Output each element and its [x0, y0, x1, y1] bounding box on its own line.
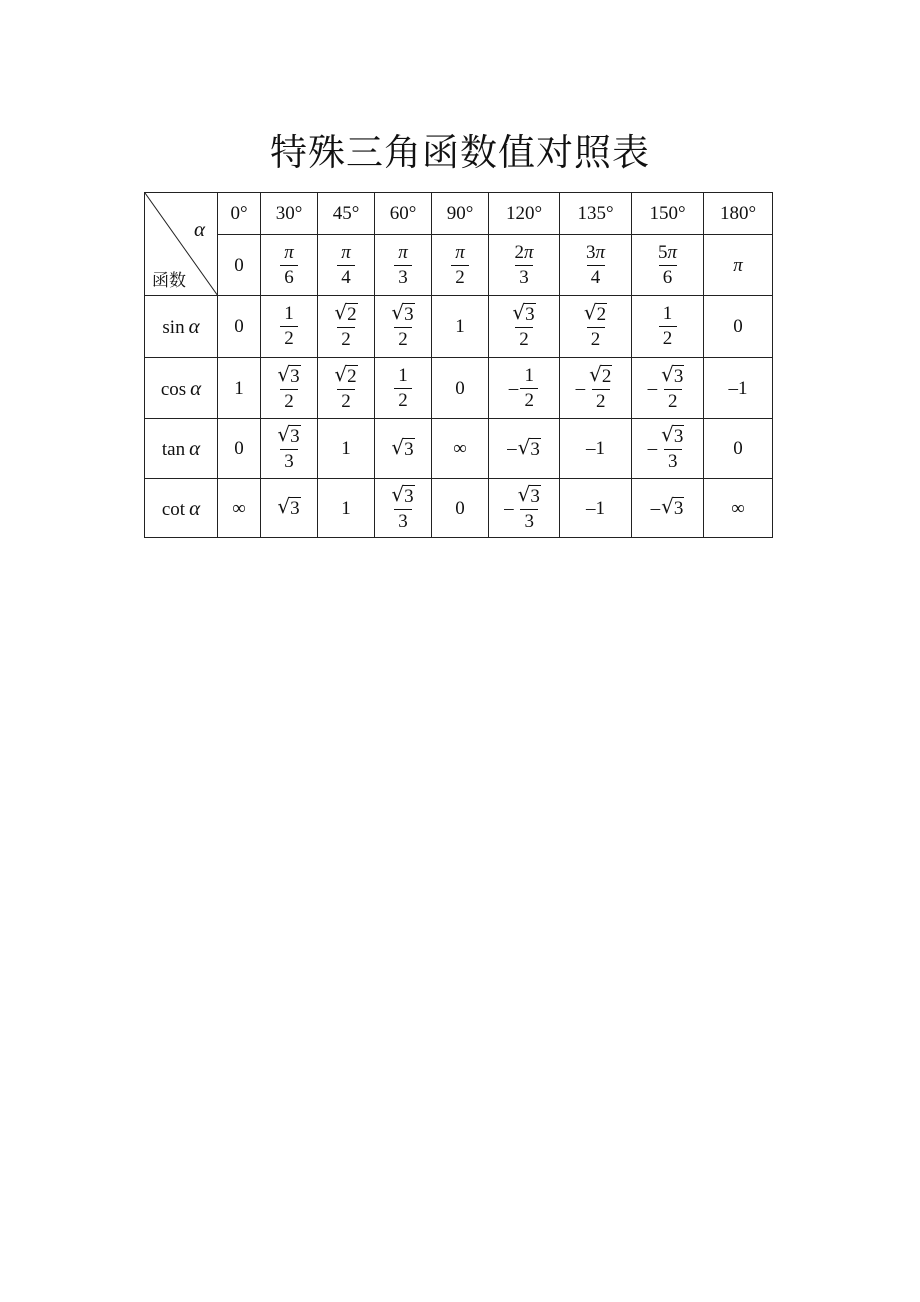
square-root: [661, 422, 684, 448]
page-title: 特殊三角函数值对照表: [270, 131, 650, 174]
value-text: 1: [234, 377, 244, 399]
trig-value-table: [144, 192, 773, 538]
fraction: [389, 481, 416, 532]
math-expression: [341, 499, 351, 518]
math-expression: [655, 243, 680, 288]
value-cell: [560, 358, 632, 419]
fraction: [512, 243, 535, 288]
radian-header-cell: [560, 235, 632, 296]
fraction: [587, 361, 614, 412]
math-expression: [393, 366, 413, 411]
radical-sign: √: [391, 434, 405, 459]
radical-sign: √: [334, 361, 348, 386]
fraction: [582, 300, 609, 350]
denominator: 3: [394, 509, 412, 532]
math-expression: [583, 243, 608, 288]
numerator: [332, 361, 359, 389]
fraction: [510, 300, 537, 350]
value-cell: [489, 479, 560, 538]
radical-sign: √: [661, 361, 674, 386]
numerator: [582, 300, 609, 327]
value-cell: [632, 358, 704, 419]
numerator: 1: [662, 303, 673, 325]
degree-header-cell: 135°: [560, 193, 632, 235]
value-cell: [489, 358, 560, 419]
value-cell: [560, 419, 632, 479]
function-name-cell: [145, 479, 218, 538]
value-cell: [432, 296, 489, 358]
radical-sign: √: [277, 494, 291, 519]
radicand: 3: [404, 485, 414, 507]
math-expression: [650, 494, 685, 520]
math-expression: [575, 361, 616, 412]
fraction: [659, 304, 677, 349]
denominator: 6: [659, 265, 677, 288]
value-cell: [704, 479, 773, 538]
radicand: 3: [673, 365, 684, 387]
numerator-part: π: [667, 241, 678, 263]
math-expression: [234, 439, 244, 458]
denominator: 2: [337, 327, 355, 350]
denominator: 2: [592, 389, 610, 412]
radical-sign: √: [583, 300, 597, 325]
radian-header-cell: [218, 235, 261, 296]
value-cell: [218, 419, 261, 479]
square-root: [589, 361, 612, 387]
value-cell: [218, 479, 261, 538]
value-cell: [704, 296, 773, 358]
value-text: 0: [455, 377, 465, 399]
numerator: 1: [284, 303, 294, 325]
value-text: 0: [234, 254, 244, 276]
function-name: cos: [160, 378, 187, 400]
function-row-tan: [145, 419, 773, 479]
square-root: [512, 300, 535, 326]
square-root: [277, 494, 300, 520]
value-cell: [318, 358, 375, 419]
denominator: 6: [280, 265, 298, 288]
fraction: [337, 243, 355, 288]
radical-sign: √: [512, 300, 526, 325]
function-variable: α: [190, 375, 202, 400]
radicand: 2: [596, 304, 607, 326]
math-expression: [733, 317, 743, 336]
value-text: 1: [455, 316, 465, 337]
value-text: π: [733, 254, 743, 276]
radicand: 2: [347, 304, 357, 326]
function-name-cell: [145, 358, 218, 419]
denominator: 3: [394, 265, 412, 288]
numerator-part: 5: [657, 241, 668, 263]
math-expression: [455, 499, 465, 518]
square-root: [517, 481, 541, 507]
degree-header-row: [145, 193, 773, 235]
radicand: 3: [673, 498, 684, 520]
value-text: –1: [586, 438, 605, 459]
denominator: 3: [520, 509, 538, 532]
denominator: 2: [280, 389, 298, 412]
value-text: 1: [341, 438, 351, 459]
radical-sign: √: [391, 300, 405, 325]
radical-sign: √: [661, 494, 674, 519]
numerator-part: π: [284, 241, 294, 263]
value-text: ∞: [232, 497, 246, 519]
denominator: 2: [587, 327, 605, 350]
value-cell: [489, 419, 560, 479]
denominator: 3: [664, 449, 682, 472]
degree-header-cell: 90°: [432, 193, 489, 235]
numerator-part: π: [341, 241, 351, 263]
value-cell: [632, 479, 704, 538]
minus-sign: –: [650, 497, 661, 519]
fraction: [332, 361, 359, 412]
minus-sign: –: [647, 377, 658, 399]
square-root: [334, 300, 357, 326]
math-expression: [279, 304, 299, 349]
value-cell: [375, 419, 432, 479]
value-cell: [261, 479, 318, 538]
fraction: [275, 361, 302, 412]
math-expression: [393, 243, 413, 288]
math-expression: [586, 499, 605, 518]
math-expression: [733, 439, 743, 458]
numerator: [656, 243, 679, 265]
square-root: [583, 300, 607, 326]
value-cell: [432, 358, 489, 419]
numerator-part: π: [455, 241, 465, 263]
square-root: [334, 361, 357, 387]
fraction: [656, 243, 679, 288]
value-cell: [560, 296, 632, 358]
value-cell: [318, 296, 375, 358]
denominator: 2: [337, 389, 355, 412]
minus-sign: –: [647, 438, 658, 459]
math-expression: [647, 422, 688, 472]
denominator: 2: [515, 327, 533, 350]
math-expression: [453, 439, 467, 458]
denominator: 2: [664, 389, 682, 412]
radian-header-cell: [318, 235, 375, 296]
denominator: 2: [659, 326, 677, 349]
function-axis-label: 函数: [152, 271, 186, 291]
degree-header-cell: 180°: [704, 193, 773, 235]
value-cell: [704, 358, 773, 419]
value-cell: [261, 296, 318, 358]
square-root: [517, 434, 541, 460]
corner-header-cell: [145, 193, 218, 296]
minus-sign: –: [504, 497, 514, 519]
value-text: 0: [733, 438, 743, 459]
numerator: [510, 300, 537, 327]
numerator: [275, 361, 302, 389]
math-expression: [341, 439, 351, 458]
math-expression: [504, 481, 544, 532]
denominator: 2: [520, 388, 538, 411]
value-text: –1: [728, 377, 748, 399]
radical-sign: √: [661, 422, 674, 447]
math-expression: [331, 361, 360, 412]
function-variable: α: [188, 314, 200, 338]
numerator: [587, 361, 614, 389]
value-cell: [375, 296, 432, 358]
radical-sign: √: [277, 422, 291, 447]
fraction: [451, 243, 469, 288]
square-root: [277, 361, 300, 387]
math-expression: [658, 304, 678, 349]
angle-axis-label: α: [193, 217, 205, 241]
numerator: [659, 361, 686, 389]
numerator: [659, 422, 686, 449]
numerator: [512, 243, 535, 265]
math-expression: [279, 243, 299, 288]
numerator: [339, 243, 353, 265]
minus-sign: –: [575, 377, 586, 399]
numerator: 1: [524, 364, 534, 386]
fraction: [275, 422, 302, 472]
math-expression: [388, 300, 417, 350]
numerator: [282, 243, 296, 265]
numerator: [584, 243, 607, 265]
math-expression: [274, 361, 303, 412]
fraction: [332, 300, 359, 350]
value-cell: [375, 358, 432, 419]
math-expression: [388, 481, 417, 532]
math-expression: [586, 439, 605, 458]
denominator: 2: [451, 265, 469, 288]
math-expression: [647, 361, 688, 412]
math-expression: [455, 379, 465, 398]
radical-sign: √: [517, 481, 531, 506]
fraction: [520, 366, 538, 411]
square-root: [391, 300, 414, 326]
value-cell: [432, 419, 489, 479]
denominator: 2: [280, 326, 298, 349]
denominator: 3: [515, 265, 533, 288]
value-cell: [560, 479, 632, 538]
square-root: [277, 422, 300, 448]
radicand: 3: [404, 304, 414, 326]
denominator: 4: [337, 265, 355, 288]
value-cell: [432, 479, 489, 538]
radical-sign: √: [277, 361, 291, 386]
degree-header-cell: 120°: [489, 193, 560, 235]
denominator: 4: [587, 265, 605, 288]
function-row-cos: [145, 358, 773, 419]
square-root: [391, 481, 414, 507]
value-text: 1: [341, 497, 351, 519]
radian-header-cell: [489, 235, 560, 296]
numerator-part: π: [398, 241, 408, 263]
radicand: 3: [290, 498, 300, 520]
fraction: [280, 304, 298, 349]
math-expression: [450, 243, 470, 288]
math-expression: [581, 300, 610, 350]
radicand: 2: [347, 365, 357, 387]
math-expression: [455, 317, 465, 336]
numerator: [389, 481, 416, 509]
math-expression: [274, 422, 303, 472]
function-name: sin: [162, 317, 185, 338]
value-text: 0: [733, 316, 743, 337]
function-name-cell: [145, 419, 218, 479]
value-cell: [489, 296, 560, 358]
value-cell: [218, 358, 261, 419]
function-name-cell: [145, 296, 218, 358]
radicand: 3: [290, 365, 300, 387]
function-name: tan: [161, 439, 186, 460]
value-text: ∞: [453, 438, 467, 459]
math-expression: [234, 379, 244, 398]
value-text: ∞: [731, 497, 745, 519]
fraction: [659, 422, 686, 472]
function-variable: α: [189, 436, 201, 460]
math-expression: [234, 256, 244, 275]
math-expression: [507, 434, 541, 460]
numerator-part: 3: [585, 241, 596, 263]
square-root: [661, 494, 684, 520]
value-cell: [218, 296, 261, 358]
radicand: 3: [530, 438, 540, 460]
numerator: [516, 481, 543, 509]
numerator: 1: [398, 364, 408, 386]
radical-sign: √: [517, 434, 531, 459]
numerator: [275, 422, 302, 449]
denominator: 2: [394, 388, 412, 411]
fraction: [280, 243, 298, 288]
value-cell: [632, 419, 704, 479]
fraction: [389, 300, 416, 350]
value-cell: [318, 419, 375, 479]
numerator: [389, 300, 416, 327]
radicand: 3: [404, 438, 414, 460]
radicand: 3: [673, 426, 684, 448]
math-expression: [277, 494, 300, 520]
math-expression: [733, 256, 743, 275]
value-text: 0: [455, 497, 465, 519]
square-root: [391, 434, 414, 460]
value-cell: [318, 479, 375, 538]
degree-header-cell: 0°: [218, 193, 261, 235]
value-cell: [261, 358, 318, 419]
degree-header-cell: 60°: [375, 193, 432, 235]
math-expression: [331, 300, 360, 350]
function-row-sin: [145, 296, 773, 358]
numerator: [332, 300, 359, 327]
value-cell: [704, 419, 773, 479]
math-expression: [336, 243, 356, 288]
numerator: [453, 243, 467, 265]
degree-header-cell: 30°: [261, 193, 318, 235]
function-row-cot: [145, 479, 773, 538]
math-expression: [729, 379, 748, 398]
value-cell: [261, 419, 318, 479]
table-body: [145, 193, 773, 538]
degree-header-cell: 150°: [632, 193, 704, 235]
fraction: [516, 481, 543, 532]
value-text: –1: [586, 497, 605, 519]
value-cell: [632, 296, 704, 358]
value-cell: [375, 479, 432, 538]
radicand: 3: [290, 426, 300, 448]
radical-sign: √: [589, 361, 602, 386]
fraction: [394, 366, 412, 411]
function-variable: α: [189, 495, 201, 520]
numerator: [396, 243, 410, 265]
denominator: 2: [394, 327, 412, 350]
square-root: [661, 361, 684, 387]
numerator-part: π: [523, 241, 534, 263]
fraction: [584, 243, 607, 288]
radian-header-cell: [261, 235, 318, 296]
math-expression: [509, 300, 538, 350]
math-expression: [232, 499, 246, 518]
fraction: [394, 243, 412, 288]
radicand: 3: [530, 485, 540, 507]
radical-sign: √: [391, 481, 405, 506]
numerator-part: π: [595, 241, 606, 263]
value-text: 0: [234, 438, 244, 459]
numerator-part: 2: [514, 241, 524, 263]
math-expression: [731, 499, 745, 518]
math-expression: [391, 434, 414, 460]
radian-header-cell: [632, 235, 704, 296]
math-expression: [509, 366, 540, 411]
radian-header-row: [145, 235, 773, 296]
function-name: cot: [161, 498, 186, 520]
denominator: 3: [280, 449, 298, 472]
fraction: [659, 361, 686, 412]
radian-header-cell: [432, 235, 489, 296]
radian-header-cell: [375, 235, 432, 296]
math-expression: [511, 243, 536, 288]
minus-sign: –: [507, 438, 517, 459]
radicand: 2: [601, 365, 612, 387]
math-expression: [234, 317, 244, 336]
degree-header-cell: 45°: [318, 193, 375, 235]
minus-sign: –: [508, 377, 519, 399]
radian-header-cell: [704, 235, 773, 296]
radicand: 3: [525, 304, 535, 326]
value-text: 0: [234, 316, 244, 337]
radical-sign: √: [334, 300, 348, 325]
